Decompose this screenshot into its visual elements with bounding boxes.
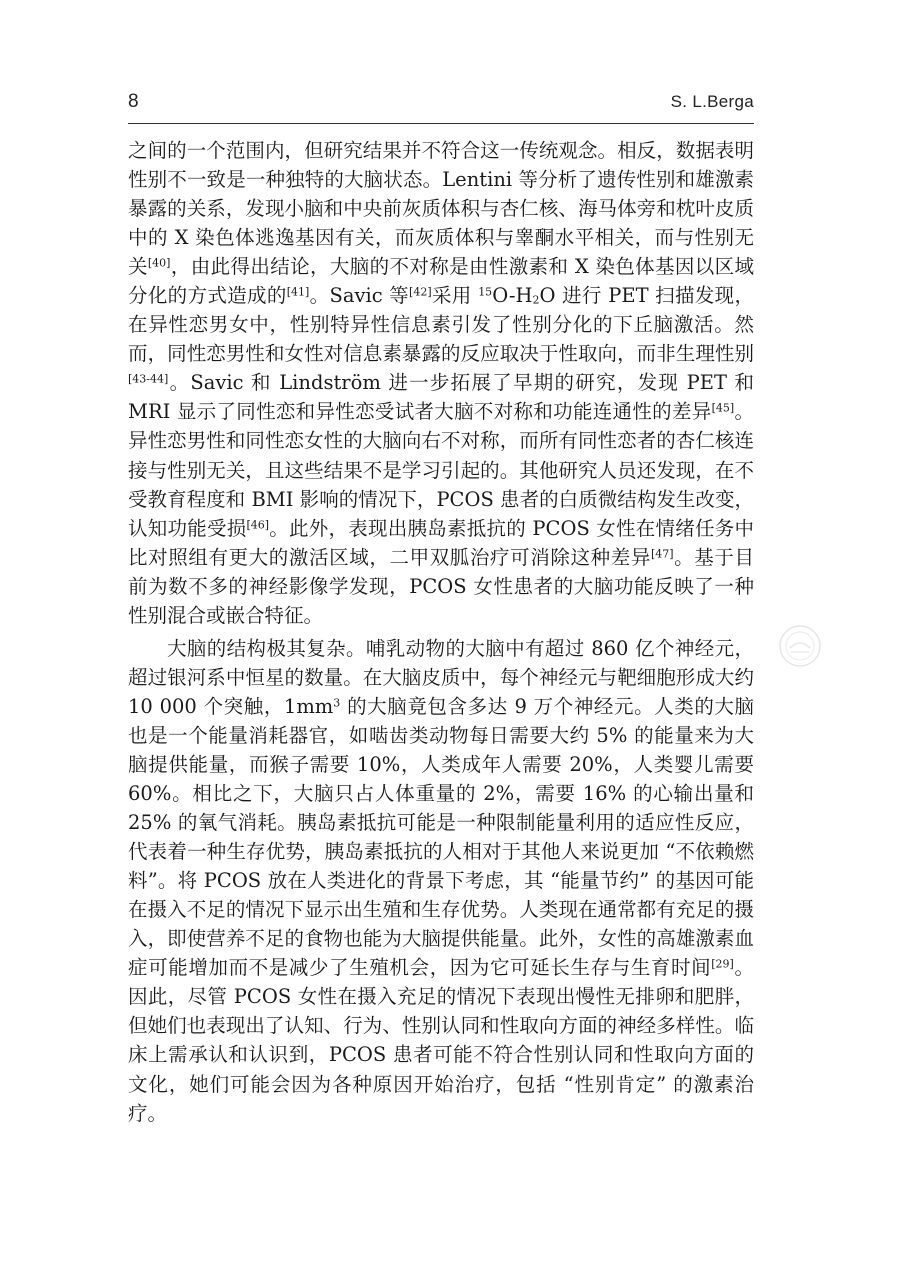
isotope-formula: O-H xyxy=(492,284,533,308)
citation-29: [29] xyxy=(711,957,734,971)
p1-text-3: 。Savic 等 xyxy=(309,284,410,308)
p1-text-9: 。基于目前为数不多的神经影像学发现，PCOS 女性患者的大脑功能反映了一种性别混合或嵌合特征。 xyxy=(128,545,754,627)
p2-text-2: 的大脑竟包含多达 9 万个神经元。人类的大脑也是一个能量消耗器官，如啮齿类动物每日需要大约 5% 的能量来为大脑提供能量，而猴子需要 10%，人类成年人需要 20%，人类婴儿需要 60%。相比之下，大脑只占人体重量的 2%，需要 16% 的心输出量和 25% 的氧气消耗。胰岛素抵抗可能是一种限制能量利用的适应性反应，代表着一种生存优势，胰岛素抵抗的人相对于其他人来说更加 “不依赖燃料”。将 PCOS 放在人类进化的背景下考虑，其 “能量节约” 的基因可能在摄入不足的情况下显示出生殖和生存优势。人类现在通常都有充足的摄入，即使营养不足的食物也能为大脑提供能量。此外，女性的高雄激素血症可能增加而不是减少了生殖机会，因为它可延长生存与生育时间 xyxy=(128,694,754,980)
running-head: S. L.Berga xyxy=(670,92,754,111)
isotope-mass: 15 xyxy=(478,285,493,299)
paragraph-1 xyxy=(128,136,754,630)
p1-text-7: 。异性恋男性和同性恋女性的大脑向右不对称，而所有同性恋者的杏仁核连接与性别无关，且这些结果不是学习引起的。其他研究人员还发现，在不受教育程度和 BMI 影响的情况下，PCOS 患者的白质微结构发生改变，认知功能受损 xyxy=(128,400,754,540)
p1-text-5: 进行 PET 扫描发现，在异性恋男女中，性别特异性信息素引发了性别分化的下丘脑激活。然而，同性恋男性和女性对信息素暴露的反应取决于性取向，而非生理性别 xyxy=(128,284,754,366)
citation-47: [47] xyxy=(650,547,674,561)
p1-text-1: 之间的一个范围内，但研究结果并不符合这一传统观念。相反，数据表明性别不一致是一种独特的大脑状态。Lentini 等分析了遗传性别和雄激素暴露的关系，发现小脑和中央前灰质体积与杏仁核、海马体旁和枕叶皮质中的 X 染色体逃逸基因有关，而灰质体积与睾酮水平相关，而与性别无关 xyxy=(128,139,754,279)
p1-text-6: 。Savic 和 Lindström 进一步拓展了早期的研究，发现 PET 和 MRI 显示了同性恋和异性恋受试者大脑不对称和功能连通性的差异 xyxy=(128,371,754,424)
p1-text-2: ，由此得出结论，大脑的不对称是由性激素和 X 染色体基因以区域分化的方式造成的 xyxy=(128,255,754,308)
body-text xyxy=(128,136,754,1132)
citation-46: [46] xyxy=(246,518,270,532)
page-header xyxy=(128,91,754,119)
p2-text-3: 。因此，尽管 PCOS 女性在摄入充足的情况下表现出慢性无排卵和肥胖，但她们也表现出了认知、行为、性别认同和性取向方面的神经多样性。临床上需承认和认识到，PCOS 患者可能不符合性别认同和性取向方面的文化，她们可能会因为各种原因开始治疗，包括 “性别肯定” 的激素治疗。 xyxy=(128,956,754,1125)
cubic-unit-superscript: 3 xyxy=(333,696,341,710)
p2-text-1: 大脑的结构极其复杂。哺乳动物的大脑中有超过 860 亿个神经元，超过银河系中恒星的数量。在大脑皮质中，每个神经元与靶细胞形成大约 10 000 个突触，1mm xyxy=(128,636,754,718)
citation-41: [41] xyxy=(286,285,310,299)
page-number: 8 xyxy=(128,91,139,112)
p1-text-8: 。此外，表现出胰岛素抵抗的 PCOS 女性在情绪任务中比对照组有更大的激活区域，二甲双胍治疗可消除这种差异 xyxy=(128,516,754,569)
paragraph-2 xyxy=(128,634,754,1128)
isotope-formula-tail: O xyxy=(539,284,556,308)
citation-42: [42] xyxy=(409,285,432,299)
header-rule xyxy=(128,123,754,124)
citation-40: [40] xyxy=(147,256,171,270)
publisher-seal-icon xyxy=(778,624,822,668)
citation-45: [45] xyxy=(711,401,735,415)
hydrogen-subscript: 2 xyxy=(532,293,540,307)
p1-text-4: 采用 xyxy=(431,284,472,308)
citation-43-44: [43-44] xyxy=(128,372,169,386)
